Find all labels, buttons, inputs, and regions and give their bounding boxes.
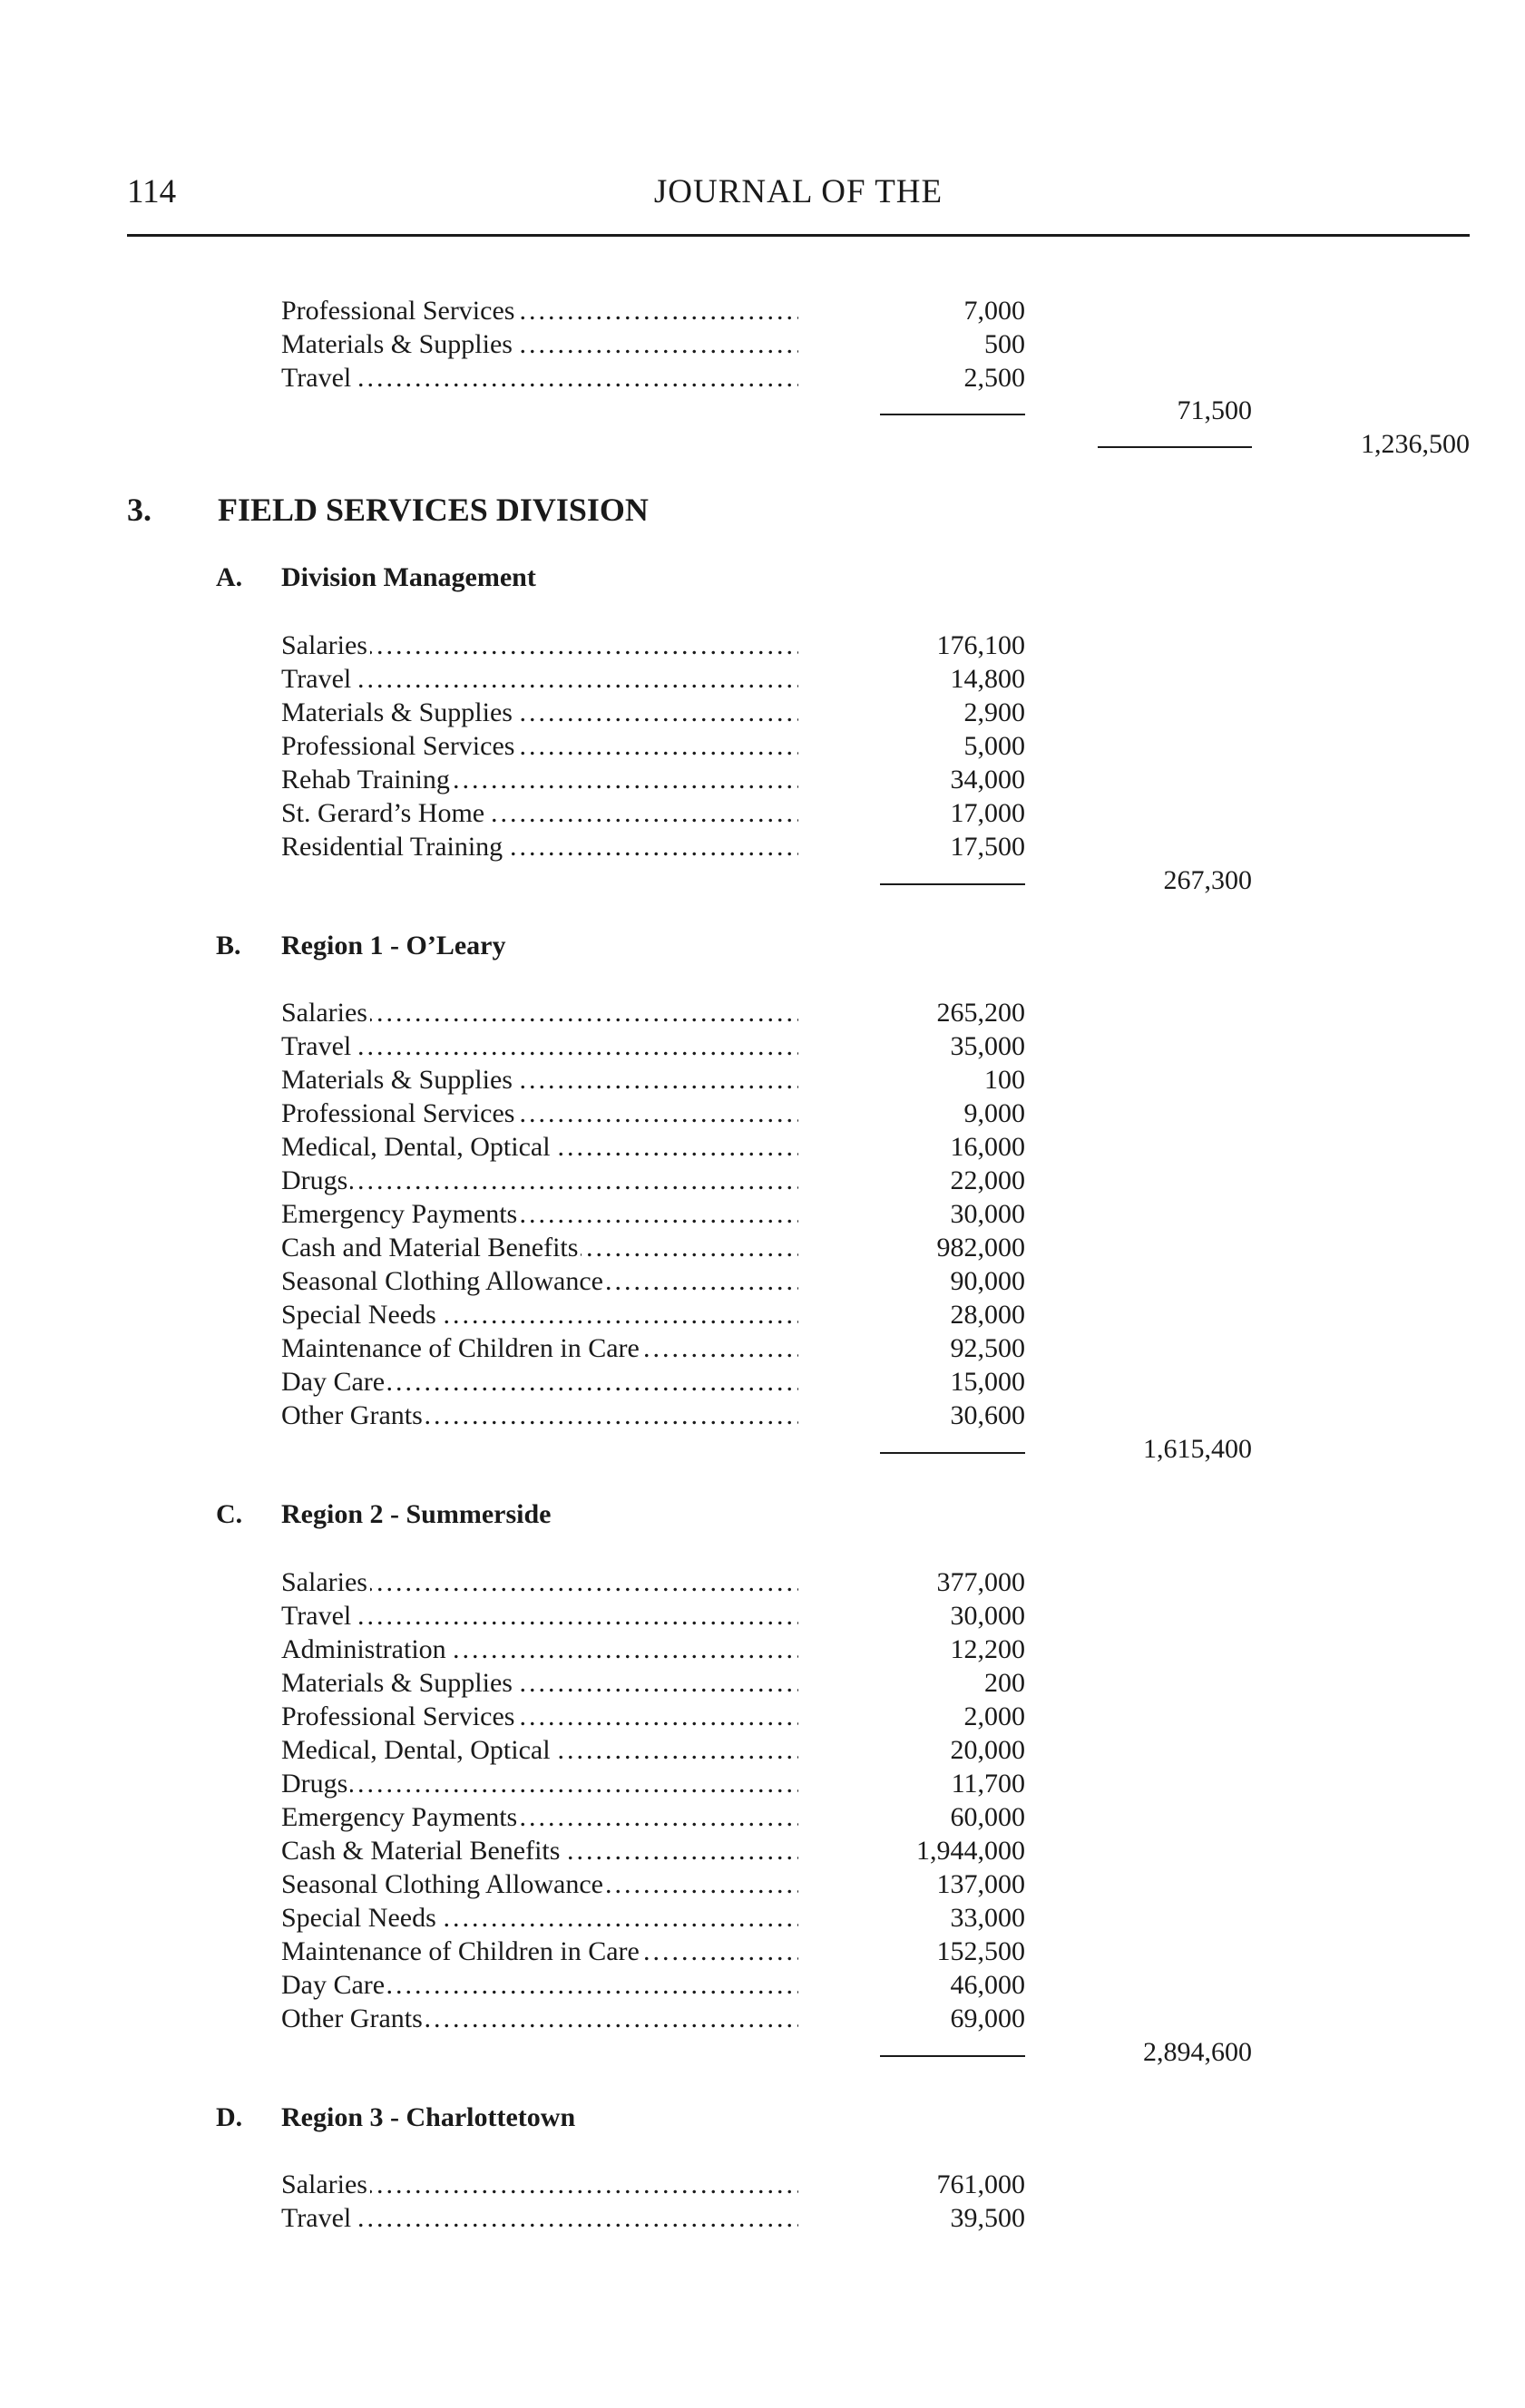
item-amount: 17,000 [950, 798, 1025, 828]
item-label: Emergency Payments [281, 1802, 520, 1832]
journal-title: JOURNAL OF THE [653, 173, 943, 210]
page-header [127, 172, 1470, 218]
item-label: Maintenance of Children in Care [281, 1333, 642, 1363]
sum-rule [880, 1452, 1025, 1454]
line-item [281, 663, 1025, 696]
item-amount: 11,700 [951, 1769, 1025, 1799]
subsection-title: Division Management [281, 562, 536, 592]
line-item [281, 1030, 1025, 1063]
header-rule [127, 234, 1470, 237]
subsection-title: Region 2 - Summerside [281, 1499, 552, 1529]
subsection-letter: B. [216, 931, 241, 960]
line-item [281, 1332, 1025, 1365]
line-item [281, 1902, 1025, 1935]
item-amount: 35,000 [950, 1031, 1025, 1061]
item-amount: 2,000 [963, 1701, 1025, 1731]
item-label: Professional Services [281, 1701, 517, 1731]
item-label: Special Needs [281, 1903, 439, 1933]
line-item [281, 2169, 1025, 2201]
line-item [281, 697, 1025, 729]
subtotal: 267,300 [1163, 865, 1252, 895]
item-label: Rehab Training [281, 765, 453, 795]
line-item [281, 831, 1025, 863]
item-label: Salaries [281, 998, 370, 1028]
page-number: 114 [127, 173, 177, 210]
item-amount: 176,100 [936, 630, 1025, 660]
subtotal: 2,894,600 [1143, 2037, 1252, 2067]
item-label: Salaries [281, 1567, 370, 1597]
sum-rule [880, 883, 1025, 885]
line-item [281, 1265, 1025, 1298]
item-label: Drugs [281, 1165, 350, 1195]
item-label: Day Care [281, 1367, 387, 1397]
item-amount: 5,000 [963, 731, 1025, 761]
item-amount: 15,000 [950, 1367, 1025, 1397]
line-item [281, 1801, 1025, 1834]
item-label: Cash and Material Benefits [281, 1233, 581, 1262]
subsection-title: Region 3 - Charlottetown [281, 2102, 576, 2132]
item-label: Materials & Supplies [281, 1668, 515, 1698]
line-item [281, 1969, 1025, 2002]
item-label: Seasonal Clothing Allowance [281, 1266, 606, 1296]
sum-rule [880, 2055, 1025, 2057]
item-amount: 377,000 [936, 1567, 1025, 1597]
item-label: Travel [281, 363, 354, 393]
line-item [281, 1768, 1025, 1800]
item-label: Travel [281, 1601, 354, 1631]
item-amount: 14,800 [950, 664, 1025, 694]
item-label: Residential Training [281, 832, 505, 862]
line-item [281, 1566, 1025, 1599]
item-amount: 9,000 [963, 1098, 1025, 1128]
item-label: Day Care [281, 1970, 387, 2000]
item-label: Special Needs [281, 1300, 439, 1330]
item-amount: 30,000 [950, 1199, 1025, 1229]
item-label: Salaries [281, 2169, 370, 2199]
item-amount: 2,900 [963, 697, 1025, 727]
item-label: Maintenance of Children in Care [281, 1936, 642, 1966]
line-item [281, 1667, 1025, 1700]
item-amount: 22,000 [950, 1165, 1025, 1195]
subtotal: 1,615,400 [1143, 1434, 1252, 1464]
line-item [281, 1366, 1025, 1399]
line-item [281, 1097, 1025, 1130]
section-number: 3. [127, 492, 152, 528]
line-item [281, 1600, 1025, 1633]
subsection-letter: D. [216, 2102, 243, 2132]
line-item [281, 997, 1025, 1029]
sum-rule [1098, 446, 1252, 448]
item-amount: 152,500 [936, 1936, 1025, 1966]
item-amount: 30,000 [950, 1601, 1025, 1631]
line-item [281, 1633, 1025, 1666]
line-item [281, 629, 1025, 662]
line-item [281, 1064, 1025, 1097]
subtotal: 71,500 [1177, 395, 1252, 425]
line-item [281, 730, 1025, 763]
item-label: St. Gerard’s Home [281, 798, 487, 828]
section-title: FIELD SERVICES DIVISION [218, 492, 649, 528]
line-item [281, 797, 1025, 830]
item-amount: 100 [984, 1065, 1025, 1095]
item-label: Materials & Supplies [281, 329, 515, 359]
line-item [281, 1131, 1025, 1164]
line-item [281, 1165, 1025, 1197]
line-item [281, 328, 1025, 361]
item-label: Travel [281, 664, 354, 694]
item-amount: 200 [984, 1668, 1025, 1698]
item-label: Medical, Dental, Optical [281, 1735, 553, 1765]
item-amount: 46,000 [950, 1970, 1025, 2000]
subsection-letter: A. [216, 562, 243, 592]
line-item [281, 1734, 1025, 1767]
item-label: Materials & Supplies [281, 697, 515, 727]
item-label: Travel [281, 1031, 354, 1061]
item-amount: 12,200 [950, 1634, 1025, 1664]
line-item [281, 1835, 1025, 1867]
item-label: Salaries [281, 630, 370, 660]
item-amount: 28,000 [950, 1300, 1025, 1330]
line-item [281, 2202, 1025, 2235]
line-item [281, 295, 1025, 327]
item-amount: 20,000 [950, 1735, 1025, 1765]
item-amount: 30,600 [950, 1400, 1025, 1430]
item-label: Cash & Material Benefits [281, 1836, 562, 1866]
line-item [281, 1701, 1025, 1733]
line-item [281, 764, 1025, 796]
item-amount: 69,000 [950, 2003, 1025, 2033]
item-amount: 7,000 [963, 296, 1025, 326]
item-amount: 265,200 [936, 998, 1025, 1028]
item-amount: 2,500 [963, 363, 1025, 393]
item-amount: 1,944,000 [916, 1836, 1025, 1866]
item-amount: 92,500 [950, 1333, 1025, 1363]
item-amount: 982,000 [936, 1233, 1025, 1262]
sum-rule [880, 414, 1025, 415]
item-label: Emergency Payments [281, 1199, 520, 1229]
item-amount: 137,000 [936, 1869, 1025, 1899]
item-amount: 90,000 [950, 1266, 1025, 1296]
line-item [281, 2003, 1025, 2035]
item-label: Other Grants [281, 1400, 425, 1430]
item-label: Other Grants [281, 2003, 425, 2033]
item-amount: 33,000 [950, 1903, 1025, 1933]
grand-total: 1,236,500 [1361, 429, 1470, 459]
item-amount: 17,500 [950, 832, 1025, 862]
item-label: Administration [281, 1634, 449, 1664]
item-label: Professional Services [281, 296, 517, 326]
item-amount: 39,500 [950, 2203, 1025, 2233]
item-label: Professional Services [281, 731, 517, 761]
item-amount: 761,000 [936, 2169, 1025, 2199]
item-amount: 500 [984, 329, 1025, 359]
item-amount: 16,000 [950, 1132, 1025, 1162]
item-label: Travel [281, 2203, 354, 2233]
item-label: Professional Services [281, 1098, 517, 1128]
line-item [281, 1299, 1025, 1331]
line-item [281, 1399, 1025, 1432]
item-amount: 60,000 [950, 1802, 1025, 1832]
item-label: Medical, Dental, Optical [281, 1132, 553, 1162]
item-label: Materials & Supplies [281, 1065, 515, 1095]
item-label: Drugs [281, 1769, 350, 1799]
item-label: Seasonal Clothing Allowance [281, 1869, 606, 1899]
line-item [281, 1232, 1025, 1264]
line-item [281, 1198, 1025, 1231]
item-amount: 34,000 [950, 765, 1025, 795]
subsection-letter: C. [216, 1499, 243, 1529]
line-item [281, 1935, 1025, 1968]
line-item [281, 362, 1025, 395]
subsection-title: Region 1 - O’Leary [281, 931, 506, 960]
line-item [281, 1868, 1025, 1901]
